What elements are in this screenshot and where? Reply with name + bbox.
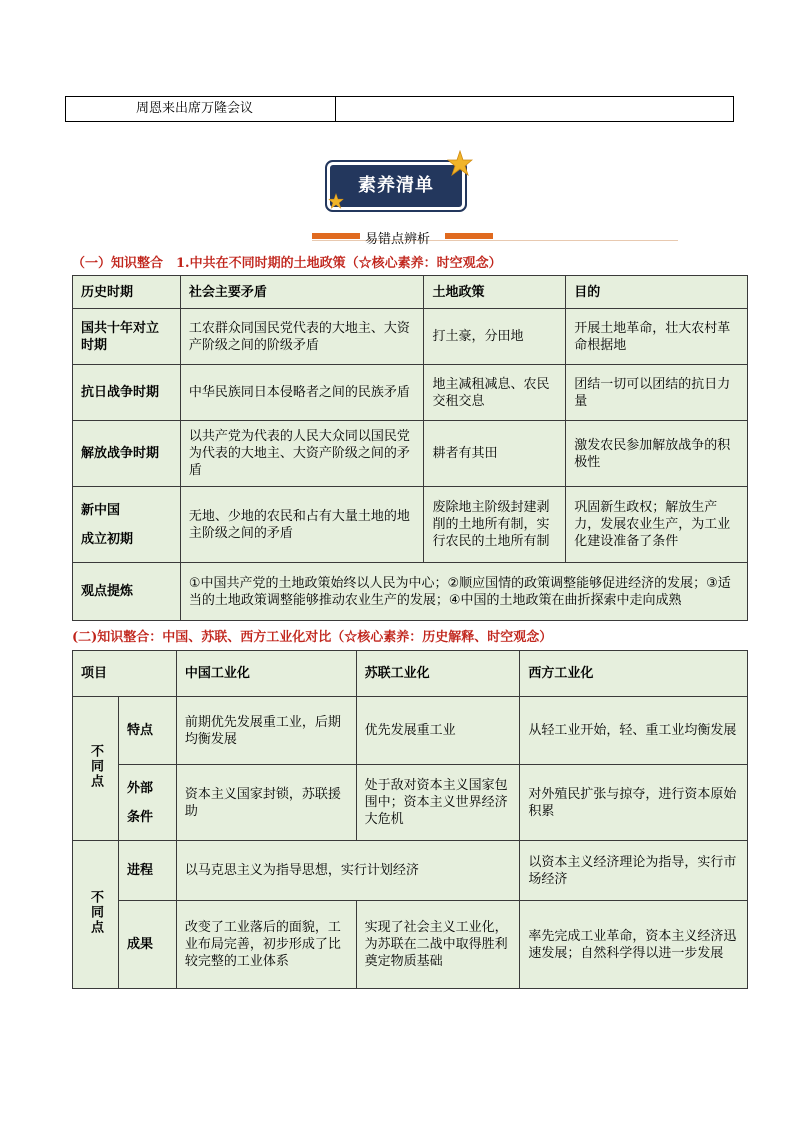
goal-cell: 激发农民参加解放战争的积极性 [566,421,748,487]
header-goal: 目的 [566,276,748,309]
row-label-line1: 外部 [126,780,153,796]
table-row [73,841,748,901]
row-label: 成果 [118,901,176,989]
contradiction-cell: 工农群众同国民党代表的大地主、大资产阶级之间的阶级矛盾 [180,309,424,365]
row-label: 进程 [118,841,176,901]
china-cell: 资本主义国家封锁，苏联援助 [176,765,356,841]
period-cell [73,487,181,563]
subtitle-bar-left [312,233,360,239]
group-label-cell [73,841,119,989]
summary-text: ①中国共产党的土地政策始终以人民为中心；②顺应国情的政策调整能够促进经济的发展；③适当的土地政策调整能够推动农业生产的发展；④中国的土地政策在曲折探索中走向成熟 [180,563,747,621]
group-label: 不同点 [87,743,103,789]
header-period: 历史时期 [73,276,181,309]
policy-cell: 废除地主阶级封建剥削的土地所有制，实行农民的土地所有制 [424,487,566,563]
section1-heading: （一）知识整合 1.中共在不同时期的土地政策（☆核心素养：时空观念） [72,256,502,271]
period-line1: 新中国 [81,502,121,518]
china-cell: 前期优先发展重工业，后期均衡发展 [176,697,356,765]
period-cell: 解放战争时期 [73,421,181,487]
west-cell: 以资本主义经济理论为指导，实行市场经济 [520,841,748,901]
table-row [73,487,748,563]
contradiction-cell: 中华民族同日本侵略者之间的民族矛盾 [180,365,424,421]
goal-cell: 开展土地革命，壮大农村革命根据地 [566,309,748,365]
period-cell: 抗日战争时期 [73,365,181,421]
banner-title: 素养清单 [358,175,434,196]
small-star-icon [328,193,344,209]
subtitle-bar-right [445,233,493,239]
header-west: 西方工业化 [520,651,748,697]
west-cell: 对外殖民扩张与掠夺，进行资本原始积累 [520,765,748,841]
header-policy: 土地政策 [424,276,566,309]
header-contradiction: 社会主要矛盾 [180,276,424,309]
china-ussr-cell: 以马克思主义为指导思想，实行计划经济 [176,841,519,901]
ussr-cell: 实现了社会主义工业化，为苏联在二战中取得胜利奠定物质基础 [356,901,520,989]
top-table-row [65,96,734,122]
group-label: 不同点 [87,889,103,935]
policy-cell: 耕者有其田 [424,421,566,487]
table-row [73,697,748,765]
period-cell: 国共十年对立时期 [73,309,181,365]
land-policy-table [72,275,748,621]
ussr-cell: 处于敌对资本主义国家包围中；资本主义世界经济大危机 [356,765,520,841]
top-table-value [336,97,733,121]
summary-row [73,563,748,621]
goal-cell: 巩固新生政权；解放生产力，发展农业生产，为工业化建设准备了条件 [566,487,748,563]
table-row [73,309,748,365]
policy-cell: 打土豪，分田地 [424,309,566,365]
goal-cell: 团结一切可以团结的抗日力量 [566,365,748,421]
table-row [73,765,748,841]
star-icon [447,150,473,176]
policy-cell: 地主减租减息、农民交租交息 [424,365,566,421]
table-header-row [73,651,748,697]
header-ussr: 苏联工业化 [356,651,520,697]
table-row [73,421,748,487]
west-cell: 从轻工业开始，轻、重工业均衡发展 [520,697,748,765]
ussr-cell: 优先发展重工业 [356,697,520,765]
industrialization-table [72,650,748,989]
table-header-row [73,276,748,309]
subtitle: 易错点辨析 [365,232,431,247]
summary-label: 观点提炼 [73,563,181,621]
header-item: 项目 [73,651,177,697]
section2-heading: (二)知识整合：中国、苏联、西方工业化对比（☆核心素养：历史解释、时空观念） [72,630,553,645]
row-label [118,765,176,841]
table-row [73,901,748,989]
group-label-cell [73,697,119,841]
period-line2: 成立初期 [81,531,134,547]
china-cell: 改变了工业落后的面貌，工业布局完善，初步形成了比较完整的工业体系 [176,901,356,989]
table-row [73,365,748,421]
header-china: 中国工业化 [176,651,356,697]
row-label: 特点 [118,697,176,765]
row-label-line2: 条件 [126,809,153,825]
contradiction-cell: 无地、少地的农民和占有大量土地的地主阶级之间的矛盾 [180,487,424,563]
west-cell: 率先完成工业革命，资本主义经济迅速发展；自然科学得以进一步发展 [520,901,748,989]
top-table-label: 周恩来出席万隆会议 [66,97,336,121]
contradiction-cell: 以共产党为代表的人民大众同以国民党为代表的大地主、大资产阶级之间的矛盾 [180,421,424,487]
section-banner [330,165,462,207]
